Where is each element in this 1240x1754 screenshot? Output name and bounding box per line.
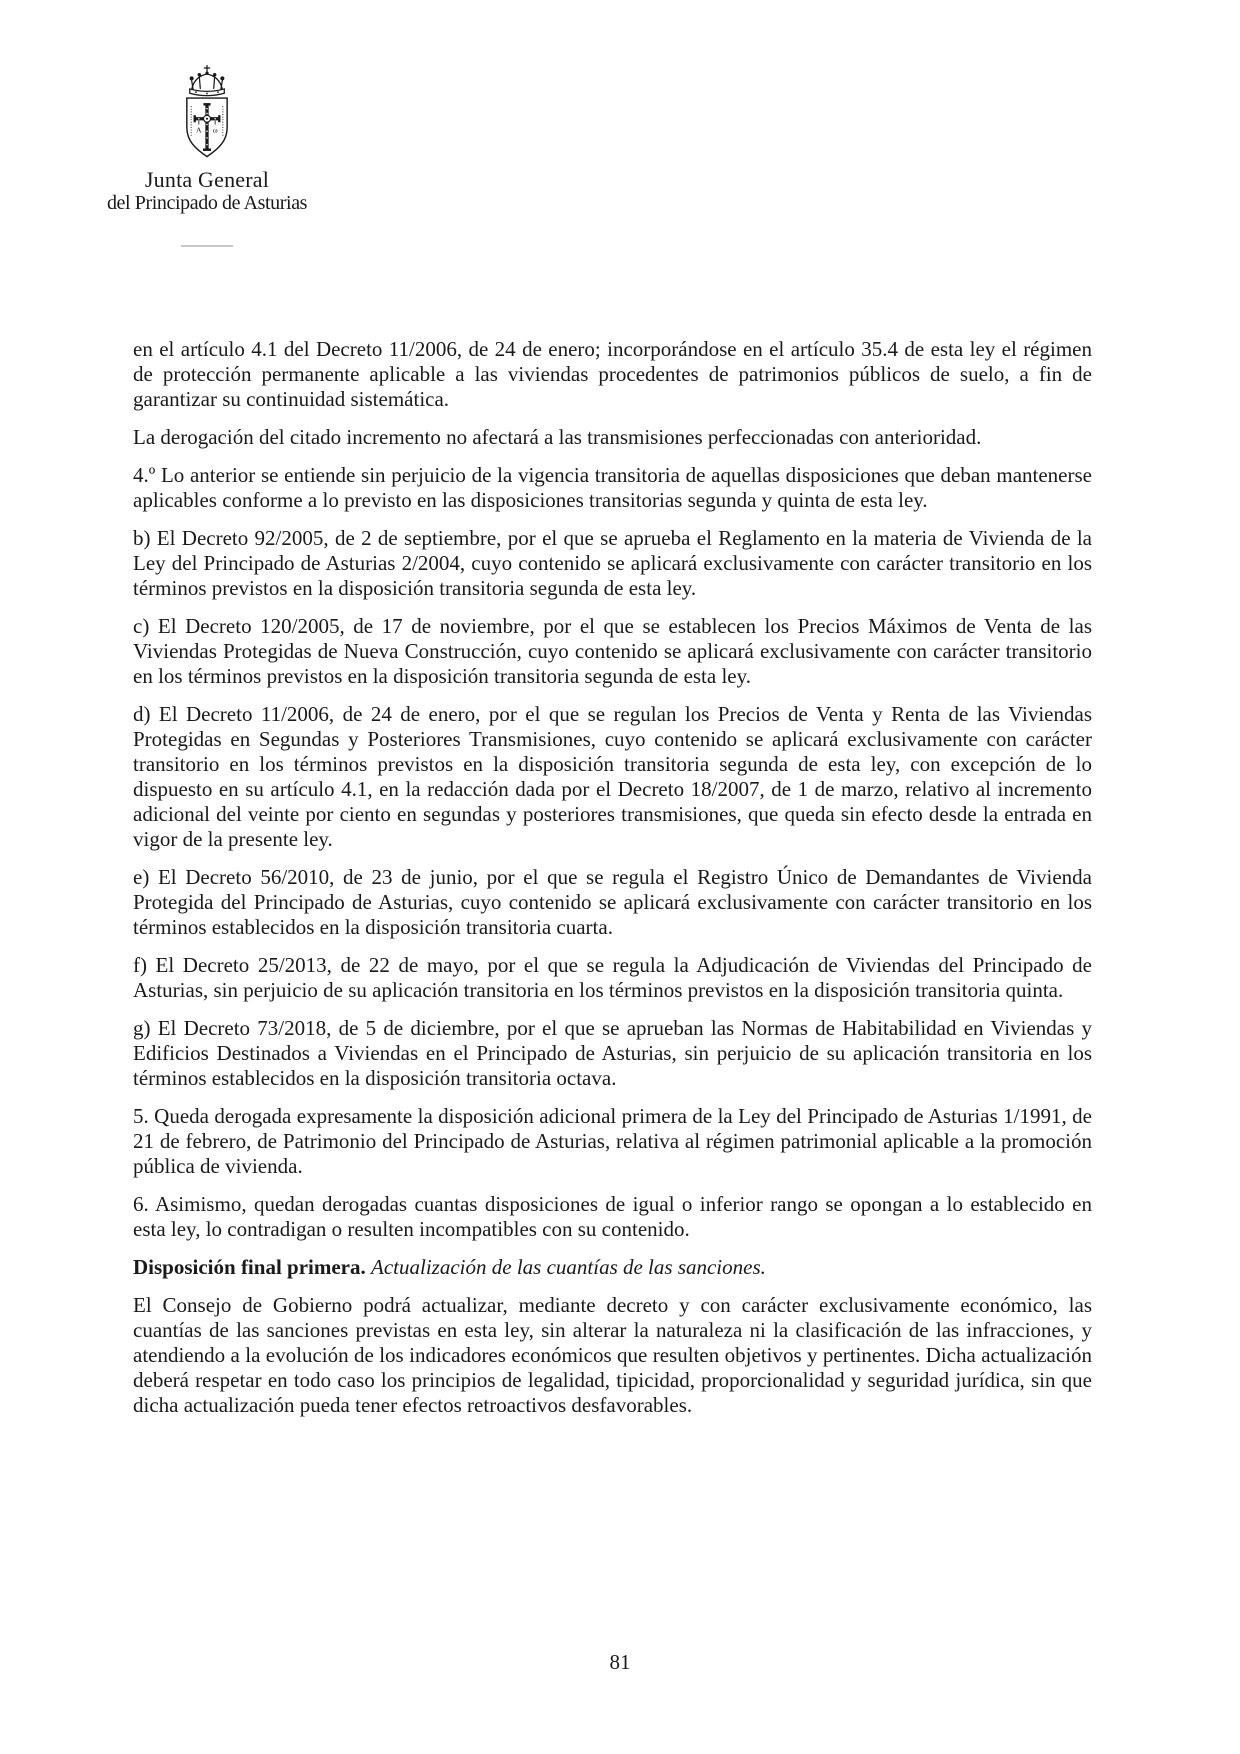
page-number: 81 [609,1650,631,1674]
body-paragraph: f) El Decreto 25/2013, de 22 de mayo, por el que se regula la Adjudicación de Viviendas del Principado de Asturias, sin perjuicio de su aplicación transitoria en los términos previstos en la disposición transitoria quinta. [133,953,1092,1002]
body-paragraph: d) El Decreto 11/2006, de 24 de enero, por el que se regulan los Precios de Venta y Renta de las Viviendas Protegidas en Segundas y Posteriores Transmisiones, cuyo contenido se aplicará exclusivamente con carácter transitorio en los términos previstos en la disposición transitoria segunda de esta ley, con excepción de lo dispuesto en su artículo 4.1, en la redacción dada por el Decreto 18/2007, de 1 de marzo, relativo al incremento adicional del veinte por ciento en segundas y posteriores transmisiones, que queda sin efecto desde la entrada en vigor de la presente ley. [133,702,1092,851]
divider-line [181,245,233,247]
body-paragraph: e) El Decreto 56/2010, de 23 de junio, por el que se regula el Registro Único de Demandantes de Vivienda Protegida del Principado de Asturias, cuyo contenido se aplicará exclusivamente con carácter transitorio en los términos establecidos en la disposición transitoria cuarta. [133,865,1092,939]
document-body [133,337,1092,1431]
letterhead [90,64,324,247]
body-paragraph: 6. Asimismo, quedan derogadas cuantas disposiciones de igual o inferior rango se opongan a lo establecido en esta ley, lo contradigan o resulten incompatibles con su contenido. [133,1192,1092,1241]
final-disposition-subtitle: Actualización de las cuantías de las sanciones. [371,1255,766,1279]
body-paragraph: en el artículo 4.1 del Decreto 11/2006, de 24 de enero; incorporándose en el artículo 35.4 de esta ley el régimen de protección permanente aplicable a las viviendas procedentes de patrimonios públicos de suelo, a fin de garantizar su continuidad sistemática. [133,337,1092,411]
final-disposition-title: Disposición final primera. [133,1255,366,1279]
svg-text:Α: Α [196,125,202,135]
body-paragraph: c) El Decreto 120/2005, de 17 de noviembre, por el que se establecen los Precios Máximos de Venta de las Viviendas Protegidas de Nueva Construcción, cuyo contenido se aplicará exclusivamente con carácter transitorio en los términos previstos en la disposición transitoria segunda de esta ley. [133,614,1092,688]
org-name-line1: Junta General [144,167,270,192]
body-paragraph: La derogación del citado incremento no afectará a las transmisiones perfeccionadas con anterioridad. [133,425,982,449]
asturias-coat-of-arms-icon [180,64,234,160]
body-paragraph: 5. Queda derogada expresamente la disposición adicional primera de la Ley del Principado de Asturias 1/1991, de 21 de febrero, de Patrimonio del Principado de Asturias, relativa al régimen patrimonial aplicable a la promoción pública de vivienda. [133,1104,1092,1178]
final-disposition-heading [133,1255,1092,1280]
body-paragraph: El Consejo de Gobierno podrá actualizar, mediante decreto y con carácter exclusivamente económico, las cuantías de las sanciones previstas en esta ley, sin alterar la naturaleza ni la clasificación de las infracciones, y atendiendo a la evolución de los indicadores económicos que resulten objetivos y pertinentes. Dicha actualización deberá respetar en todo caso los principios de legalidad, tipicidad, proporcionalidad y seguridad jurídica, sin que dicha actualización pueda tener efectos retroactivos desfavorables. [133,1293,1092,1417]
svg-text:ω: ω [212,125,218,135]
body-paragraph: 4.º Lo anterior se entiende sin perjuicio de la vigencia transitoria de aquellas disposiciones que deban mantenerse aplicables conforme a lo previsto en las disposiciones transitorias segunda y quinta de esta ley. [133,463,1092,512]
body-paragraph: g) El Decreto 73/2018, de 5 de diciembre, por el que se aprueban las Normas de Habitabilidad en Viviendas y Edificios Destinados a Viviendas en el Principado de Asturias, sin perjuicio de su aplicación transitoria en los términos establecidos en la disposición transitoria octava. [133,1016,1092,1090]
body-paragraph: b) El Decreto 92/2005, de 2 de septiembre, por el que se aprueba el Reglamento en la materia de Vivienda de la Ley del Principado de Asturias 2/2004, cuyo contenido se aplicará exclusivamente con carácter transitorio en los términos previstos en la disposición transitoria segunda de esta ley. [133,526,1092,600]
org-name-line2: del Principado de Asturias [106,192,308,214]
